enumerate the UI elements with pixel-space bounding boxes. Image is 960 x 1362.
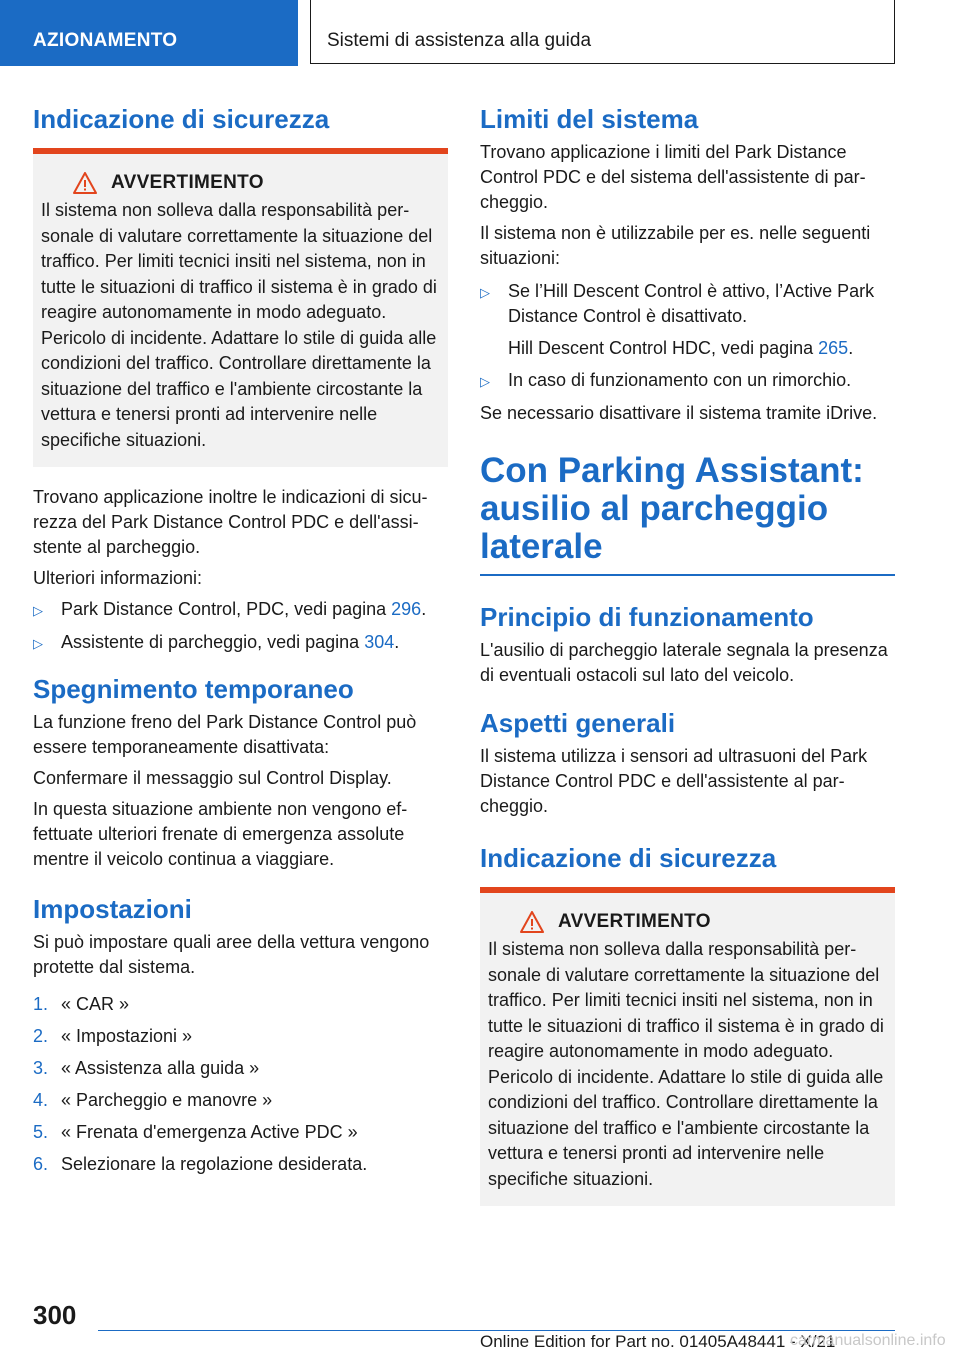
heading-principle: Principio di funzionamento (480, 602, 814, 632)
warning-header (41, 172, 440, 194)
list-item-text: Assistente di parcheggio, vedi pagina (61, 632, 365, 652)
heading-system-limits: Limiti del sistema (480, 104, 699, 134)
paragraph: La funzione freno del Park Distance Control può essere temporaneamente disattivata: (33, 712, 417, 757)
heading-settings: Impostazioni (33, 894, 192, 924)
limits-list (480, 279, 895, 394)
step-text: Selezionare la regolazione desiderata. (61, 1154, 368, 1174)
warning-header (488, 911, 887, 933)
paragraph: Se necessario disattivare il sistema tramite iDrive. (480, 403, 878, 423)
step-number: 2. (33, 1026, 49, 1046)
left-column (33, 102, 448, 1184)
list-item-text: Park Distance Control, PDC, vedi pagina (61, 599, 392, 619)
watermark: carmanualsonline.info (790, 1332, 946, 1349)
step-number: 6. (33, 1154, 49, 1174)
step-number: 4. (33, 1090, 49, 1110)
warning-box (33, 148, 448, 467)
step-text: « Parcheggio e manovre » (61, 1090, 273, 1110)
list-item (33, 630, 448, 656)
step-text: « Impostazioni » (61, 1026, 193, 1046)
list-item-text: In caso di funzionamento con un rimorchio. (508, 370, 852, 390)
link-list (33, 597, 448, 656)
triangle-right-icon: ▷ (480, 285, 490, 300)
step-text: « Frenata d'emergenza Active PDC » (61, 1122, 358, 1142)
warning-label: AVVERTIMENTO (558, 911, 711, 932)
triangle-right-icon: ▷ (33, 603, 43, 618)
paragraph: Ulteriori informazioni: (33, 568, 203, 588)
step-text: « Assistenza alla guida » (61, 1058, 260, 1078)
step-number: 5. (33, 1122, 49, 1142)
warning-text: Il sistema non solleva dalla responsabilità personale di valutare correttamente la situazione del traffico. Per limiti tecnici insiti nel sistema, non in tutte le situazioni di traffico il sistema è in grado di reagire autonomamente in modo adeguato. Pericolo di incidente. Adattare lo stile di guida alle condizioni del traffico. Controllare direttamente la situazione del traffico e l'ambiente circostante la vettura e tenersi pronti ad intervenire nelle specifiche situazioni. (41, 200, 437, 450)
warning-triangle-icon (73, 172, 97, 194)
heading-safety: Indicazione di sicurezza (33, 104, 330, 134)
paragraph: Si può impostare quali aree della vettura vengono protette dal sistema. (33, 932, 430, 977)
list-subitem (480, 336, 895, 361)
triangle-right-icon: ▷ (33, 636, 43, 651)
page-link[interactable]: 265 (818, 338, 849, 358)
footer-divider (98, 1330, 895, 1331)
heading-general: Aspetti generali (480, 708, 676, 738)
subitem-text: Hill Descent Control HDC, vedi pagina (508, 338, 819, 358)
step-item (33, 1152, 448, 1177)
paragraph: Confermare il messaggio sul Control Display. (33, 768, 392, 788)
chapter-title: Sistemi di assistenza alla guida (310, 0, 895, 64)
heading-safety-2: Indicazione di sicurezza (480, 843, 777, 873)
section-tab: AZIONAMENTO (0, 0, 298, 66)
step-item (33, 992, 448, 1017)
step-text: « CAR » (61, 994, 130, 1014)
step-number: 1. (33, 994, 49, 1014)
warning-triangle-icon (520, 911, 544, 933)
right-column (480, 102, 895, 1224)
step-item (33, 1120, 448, 1145)
page-header (0, 0, 960, 66)
paragraph: Trovano applicazione i limiti del Park Distance Control PDC e del sistema dell'assistente di parcheggio. (480, 142, 866, 212)
list-item (33, 597, 448, 623)
paragraph: In questa situazione ambiente non vengono effettuate ulteriori frenate di emergenza assolute mentre il veicolo continua a viaggiare. (33, 799, 408, 869)
paragraph: Il sistema utilizza i sensori ad ultrasuoni del Park Distance Control PDC e dell'assistente al parcheggio. (480, 746, 868, 816)
warning-box (480, 887, 895, 1206)
paragraph: Il sistema non è utilizzabile per es. nelle seguenti situazioni: (480, 223, 871, 268)
step-item (33, 1088, 448, 1113)
heading-temporary-off: Spegnimento temporaneo (33, 674, 354, 704)
subitem-end: . (848, 338, 854, 358)
page-number: 300 (33, 1300, 77, 1330)
paragraph: Trovano applicazione inoltre le indicazioni di sicurezza del Park Distance Control PDC e dell'assistente al parcheggio. (33, 487, 428, 557)
heading-parking-assistant: Con Parking Assistant: ausilio al parcheggio laterale (480, 452, 895, 576)
page-link[interactable]: 304 (364, 632, 395, 652)
step-item (33, 1056, 448, 1081)
list-item-text: Se l’Hill Descent Control è attivo, l’Active Park Distance Control è disattivato. (508, 281, 875, 326)
edition-text: Online Edition for Part no. 01405A48441 - X/21 (480, 1332, 836, 1351)
list-item (480, 368, 895, 394)
paragraph: L'ausilio di parcheggio laterale segnala la presenza di eventuali ostacoli sul lato del veicolo. (480, 640, 888, 685)
list-item-end: . (394, 632, 400, 652)
warning-label: AVVERTIMENTO (111, 172, 264, 193)
list-item (480, 279, 895, 329)
page-link[interactable]: 296 (391, 599, 422, 619)
triangle-right-icon: ▷ (480, 374, 490, 389)
step-number: 3. (33, 1058, 49, 1078)
steps-list (33, 992, 448, 1177)
warning-text: Il sistema non solleva dalla responsabilità personale di valutare correttamente la situazione del traffico. Per limiti tecnici insiti nel sistema, non in tutte le situazioni di traffico il sistema è in grado di reagire autonomamente in modo adeguato. Pericolo di incidente. Adattare lo stile di guida alle condizioni del traffico. Controllare direttamente la situazione del traffico e l'ambiente circostante la vettura e tenersi pronti ad intervenire nelle specifiche situazioni. (488, 939, 884, 1189)
list-item-end: . (421, 599, 427, 619)
step-item (33, 1024, 448, 1049)
